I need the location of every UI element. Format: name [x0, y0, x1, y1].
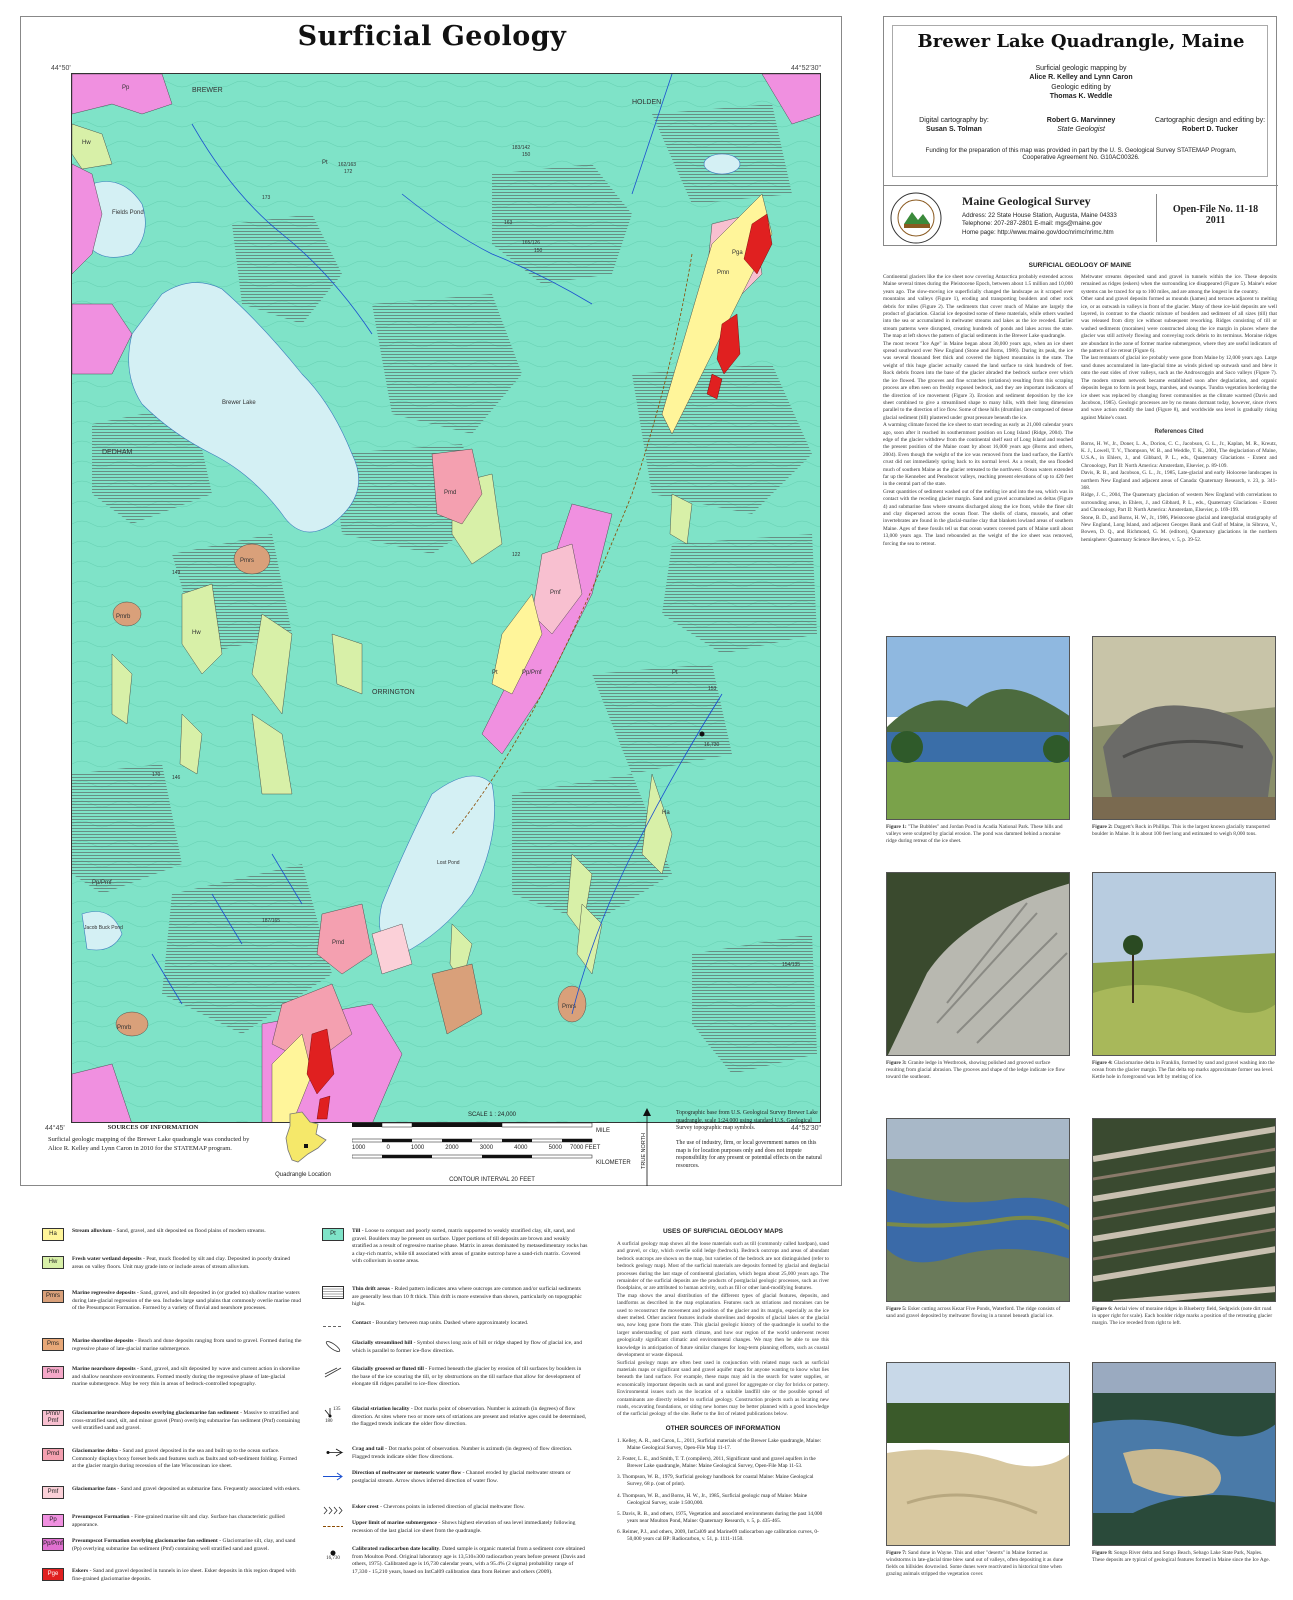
- town-label: ORRINGTON: [372, 689, 415, 696]
- caption-lead: Figure 6:: [1092, 1306, 1113, 1312]
- essay-title: SURFICIAL GEOLOGY OF MAINE: [1028, 262, 1132, 269]
- caption-text: Glaciomarine delta in Franklin, formed by sand and gravel washing into the ocean from the glacier margin. The flat delta top marks approximate former sea level. Kettle hole in foreground was left by melting of ice.: [1092, 1060, 1275, 1081]
- legend-desc: - Symbol shows long axis of hill or ridge shaped by flow of glacial ice, and which is parallel to former ice-flow direction.: [352, 1340, 582, 1354]
- caption-lead: Figure 1:: [886, 824, 907, 830]
- caption-figure-6: [1092, 1306, 1276, 1327]
- sources-text: Surficial geologic mapping of the Brewer Lake quadrangle was conducted by Alice R. Kelley and Lynn Caron in 2010 for the STATEMAP program.: [48, 1136, 250, 1152]
- legend-desc: - Shows highest elevation of sea level immediately following recession of the last glacial ice sheet from the quadrangle.: [352, 1520, 576, 1534]
- legend-title: Calibrated radiocarbon date locality: [352, 1546, 440, 1552]
- references-heading: References Cited: [1154, 429, 1204, 436]
- caption-lead: Figure 8:: [1092, 1550, 1113, 1556]
- unit-label: Pmf: [550, 590, 561, 596]
- striation-label: 173: [262, 195, 271, 201]
- legend-title: Glaciomarine nearshore deposits overlying glaciomarine fan sediment: [72, 1410, 239, 1416]
- legend-item: [72, 1448, 302, 1471]
- unit-label: Pt: [322, 160, 328, 166]
- agency-address: Address: 22 State House Station, Augusta, Maine 04333: [962, 212, 1117, 219]
- editing-label: Geologic editing by: [1051, 84, 1111, 91]
- striation-label: 122: [512, 552, 521, 558]
- scale-km-label: KILOMETER: [596, 1160, 631, 1166]
- caption-figure-8: [1092, 1550, 1276, 1564]
- streamlined-hill-icon: [322, 1340, 344, 1353]
- other-source-item: 3. Thompson, W. B., 1979, Surficial geology handbook for coastal Maine: Maine Geological Survey, 68 p. (out of print).: [617, 1474, 814, 1488]
- topographic-base-note: Topographic base from U.S. Geological Survey Brewer Lake quadrangle, scale 1:24,000 using standard U.S. Geological Survey topographic map symbols. The use of industry, firm, or local government names on this map is for location purposes only and does not impute responsibility for any present or potential effects on the natural resources.: [676, 1110, 822, 1169]
- uses-text: A surficial geology map shows all the loose materials such as till (commonly called hardpan), sand and gravel, or clay, which overlie solid ledge (bedrock). Bedrock outcrops and areas of abundant bedrock outcrops are shown on the map, but varieties of the bedrock are not distinguished (refer to bedrock geology map). Most of the surficial materials are deposits formed by glacial and deglacial processes during the last stage of continental glaciation, which began about 25,000 years ago. The remainder of the surficial deposits are the products of postglacial geologic processes, such as river floodplains, or are attributed to human activity, such as fill or other land-modifying features. The map shows the areal distribution of the different types of glacial features, deposits, and landforms as described in the map explanation. Features such as striations and moraines can be used to reconstruct the movement and position of the glacier and its margin, especially as the ice sheet melted. Other ancient features include shorelines and deposits of glacial lakes or the glacial sea, now long gone from the state. This glacial geologic history of the quadrangle is useful to the larger understanding of past earth climate, and how our region of the world underwent recent geologically significant climatic and environmental changes. We may then be able to use this knowledge in anticipation of future similar changes for long-term planning efforts, such as coastal development or waste disposal. Surficial geology maps are often best used in conjunction with related maps such as surficial materials maps or significant sand and gravel aquifer maps for anyone wanting to know what lies beneath the land surface. For example, these maps may aid in the search for water supplies, or economically important deposits such as sand and gravel for aggregate or clay for bricks or pottery. Environmental issues such as the location of a suitable landfill site or the possible spread of contaminants are directly related to surficial geology. Construction projects such as locating new roads, excavating foundations, or siting new homes may be better planned with a good knowledge of the surficial geology of the site. Refer to the list of related publications below.: [617, 1241, 829, 1418]
- caption-figure-5: [886, 1306, 1070, 1320]
- legend-item: [352, 1470, 588, 1485]
- design-label: Cartographic design and editing by:: [1154, 117, 1266, 124]
- funding-note: Funding for the preparation of this map was provided in part by the U. S. Geological Survey STATEMAP Program, Cooperative Agreement No. G10AC00326.: [925, 147, 1237, 161]
- photo-figure-7: [886, 1362, 1070, 1546]
- radiocarbon-locality-icon: [322, 1546, 344, 1566]
- unit-label: Pt: [672, 670, 678, 676]
- references-text: Borns, H. W., Jr., Doner, L. A., Dorion, C. C., Jacobson, G. L., Jr., Kaplan, M. R., Kreutz, K. J., Lowell, T. V., Thompson, W. B., and Weddle, T. K., 2004, The deglaciation of Maine, U.S.A., in Ehlers, J., and Gibbard, P. L., eds., Quaternary Glaciations - Extent and Chronology, Part II: North America: Amsterdam, Elsevier, p. 89-109. Davis, R. B., and Jacobson, G. L., Jr., 1985, Late-glacial and early Holocene landscapes in northern New England and adjacent areas of Canada: Quaternary Research, v. 23, p. 341-368. Ridge, J. C., 2004, The Quaternary glaciation of western New England with correlations to surrounding areas, in Ehlers, J., and Gibbard, P. L., eds., Quaternary Glaciations - Extent and Chronology, Part II: North America: Amsterdam, Elsevier, p. 169-199. Stone, B. D., and Borns, H. W., Jr., 1986, Pleistocene glacial and interglacial stratigraphy of New England, Long Island, and adjacent Georges Bank and Gulf of Maine, in Sibrava, V., Bowen, D. Q., and Richmond, G. M. (editors), Quaternary glaciations in the northern hemisphere: Quaternary Science Reviews, v. 5, p. 39-52.: [1081, 440, 1277, 543]
- legend-swatch: Pge: [42, 1568, 64, 1581]
- legend-desc: - Beach and dune deposits ranging from sand to gravel. Formed during the regressive phase of late-glacial marine submergence.: [72, 1338, 302, 1352]
- striation-label: 170: [152, 772, 161, 778]
- caption-lead: Figure 2:: [1092, 824, 1113, 830]
- water-flow-arrow-icon: [322, 1470, 344, 1483]
- caption-text: Granite ledge in Westbrook, showing polished and grooved surface resulting from glacial abrasion. The grooves and shape of the ledge indicate ice flow toward the southeast.: [886, 1060, 1066, 1081]
- north-label: TRUE NORTH: [640, 1133, 647, 1169]
- caption-lead: Figure 5:: [886, 1306, 907, 1312]
- legend-title: Upper limit of marine submergence: [352, 1520, 438, 1526]
- legend-title: Till: [352, 1228, 361, 1234]
- uses-section: [617, 1228, 829, 1547]
- scale-feet-ticks: [352, 1145, 562, 1151]
- scale-tick: 2000: [445, 1145, 459, 1151]
- scale-bar-graphic: [352, 1121, 632, 1165]
- geologic-map[interactable]: [71, 73, 821, 1123]
- legend-title: Marine regressive deposits: [72, 1290, 136, 1296]
- other-source-item: 6. Reimer, P.J., and others, 2009, IntCal09 and Marine09 radiocarbon age calibration curves, 0-50,000 years cal BP: Radiocarbon, v. 51, p. 1111-1150.: [617, 1529, 819, 1543]
- quadrangle-title: Brewer Lake Quadrangle, Maine: [917, 31, 1245, 52]
- unit-label: Pp/Pmf: [92, 880, 112, 886]
- legend-swatch: Pp/Pmf: [42, 1538, 64, 1551]
- fluted-till-icon: [322, 1366, 344, 1379]
- corner-coordinate: 44°50': [51, 65, 71, 72]
- design-name: Robert D. Tucker: [1182, 126, 1238, 133]
- corner-coordinate: 44°52'30": [791, 65, 821, 72]
- corner-coordinate: 44°45': [45, 1125, 65, 1132]
- marine-limit-icon: [322, 1520, 344, 1533]
- legend-item: [72, 1568, 302, 1583]
- legend-title: Crag and tail: [352, 1446, 384, 1452]
- maine-conservation-logo-icon: [890, 192, 942, 244]
- legend-title: Direction of meltwater or meteoric water flow: [352, 1470, 462, 1476]
- caption-lead: Figure 4:: [1092, 1060, 1113, 1066]
- essay-left-column: Continental glaciers like the ice sheet now covering Antarctica probably extended across Maine several times during the Pleistocene Epoch, between about 1.5 million and 10,000 years ago. The slow-moving ice superficially changed the landscape as it scraped over mountains and valleys (Figure 1), eroding and transporting boulders and other rock debris for miles (Figure 2). The sediments that cover much of Maine are largely the product of glaciation. Glacial ice deposited some of these materials, while others washed into the sea or accumulated in meltwater streams and lakes as the ice receded. Earlier stream patterns were disrupted, creating hundreds of ponds and lakes across the state. The map at left shows the pattern of glacial sediments in the Brewer Lake quadrangle. The most recent "Ice Age" in Maine began about 30,000 years ago, when an ice sheet spread southward over New England (Stone and Borns, 1986). During its peak, the ice was several thousand feet thick and covered the highest mountains in the state. The weight of this huge glacier actually caused the land surface to sink hundreds of feet. Rock debris frozen into the base of the glacier abraded the bedrock surface over which the ice flowed. The grooves and fine scratches (striations) resulting from this scraping process are often seen on freshly exposed bedrock, and they are important indicators of the direction of ice movement (Figure 3). Erosion and sediment deposition by the ice sheet combined to give a streamlined shape to many hills, with their long dimension parallel to the direction of ice flow. Some of these hills (drumlins) are composed of dense glacial sediment (till) plastered under great pressure beneath the ice. A warming climate forced the ice sheet to start receding as early as 21,000 calendar years ago, soon after it reached its southernmost position on Long Island (Ridge, 2004). The edge of the glacier withdrew from the continental shelf east of Long Island and reached the present position of the Maine coast by about 16,000 years ago (Borns and others, 2004). Even though the weight of the ice was removed from the land surface, the Earth's crust did not immediately spring back to its normal level. As a result, the sea flooded much of southern Maine as the glacier retreated to the northwest. Ocean waters extended far up the Kennebec and Penobscot valleys, reaching present elevations of up to 420 feet in the central part of the state. Great quantities of sediment washed out of the melting ice and into the sea, which was in contact with the receding glacier margin. Sand and gravel accumulated as deltas (Figure 4) and submarine fans where streams discharged along the ice front, while the finer silt and clay dispersed across the ocean floor. The shells of clams, mussels, and other invertebrates are found in the glacial-marine clay that blankets lowland areas of southern Maine. Ages of these fossils tell us that ocean waters covered parts of Maine until about 13,000 years ago. The land rebounded as the weight of the ice sheet was removed, forcing the sea to retreat.: [883, 274, 1073, 547]
- legend-swatch: Pt: [322, 1228, 344, 1241]
- north-arrow-icon: [640, 1108, 654, 1188]
- legend-item: [72, 1538, 302, 1553]
- legend-desc: - Sand, gravel, and silt deposited by wave and current action in shoreline and shallow nearshore environments. Formed mostly during the regressive phase of late-glacial marine submergence. May be very thin in areas of bedrock-controlled topography.: [72, 1366, 300, 1388]
- title-block: [883, 16, 1277, 246]
- caption-lead: Figure 7:: [886, 1550, 907, 1556]
- open-file-number: Open-File No. 11-18: [1172, 204, 1259, 215]
- sources-heading: SOURCES OF INFORMATION: [107, 1124, 199, 1131]
- photo-figure-1: [886, 636, 1070, 820]
- other-source-item: 2. Foster, L. E., and Smith, T. T. (compilers), 2011, Significant sand and gravel aquifers in the Brewer Lake quadrangle, Maine: Maine Geological Survey, Open-File Map 11-53.: [617, 1456, 816, 1470]
- legend-desc: - Peat, muck flooded by silt and clay. Deposited in poorly drained areas on valley floors. Unit may grade into or include areas of stream alluvium.: [72, 1256, 291, 1270]
- quadrangle-location: [268, 1110, 338, 1178]
- unit-label: Pmd: [332, 940, 345, 946]
- legend-title: Marine nearshore deposits: [72, 1366, 136, 1372]
- legend-item: [352, 1446, 588, 1461]
- unit-label: Pp/Pmf: [522, 670, 542, 676]
- photo-figure-8: [1092, 1362, 1276, 1546]
- unit-label: Pmrb: [117, 1025, 132, 1031]
- striation-label: 163: [504, 220, 513, 226]
- editing-name: Thomas K. Weddle: [1049, 93, 1113, 100]
- geologist-name: Robert G. Marvinney: [1046, 117, 1116, 124]
- caption-text: "The Bubbles" and Jordan Pond in Acadia National Park. These hills and valleys were sculpted by glacial erosion. The pond was dammed behind a moraine ridge during retreat of the ice sheet.: [886, 824, 1063, 845]
- legend-item: [352, 1520, 588, 1535]
- unit-label: Hw: [82, 140, 91, 146]
- legend-title: Marine shoreline deposits: [72, 1338, 134, 1344]
- legend-item: [352, 1228, 588, 1266]
- sources-of-information: [48, 1124, 258, 1153]
- legend-title: Presumpscot Formation overlying glaciomarine fan sediment: [72, 1538, 218, 1544]
- scale-tick: 0: [386, 1145, 390, 1151]
- unit-label: Pmn: [717, 270, 730, 276]
- water-label: Brewer Lake: [222, 400, 256, 406]
- legend-item: [352, 1406, 588, 1429]
- other-source-item: 4. Thompson, W. B., and Borns, H. W., Jr., 1985, Surficial geologic map of Maine: Maine Geological Survey, scale 1:500,000.: [617, 1492, 808, 1506]
- caption-text: Daggett's Rock in Phillips. This is the largest known glacially transported boulder in Maine. It is about 100 feet long and estimated to weigh 8,000 tons.: [1092, 824, 1270, 838]
- legend-title: Fresh water wetland deposits: [72, 1256, 142, 1262]
- caption-figure-4: [1092, 1060, 1276, 1081]
- photo-figure-3: [886, 872, 1070, 1056]
- caption-lead: Figure 3:: [886, 1060, 907, 1066]
- unit-label: Pmrs: [562, 1004, 576, 1010]
- legend-swatch: Pp: [42, 1514, 64, 1527]
- striation-label: 162/163: [338, 162, 357, 168]
- legend-desc: - Sand, gravel, and silt deposited in (or graded to) shallow marine waters during late-glacial regression of the sea. Includes large sand plains that commonly overlie marine mud of the Presumpscot Formation. Formed by a variety of fluvial and nearshore processes.: [72, 1290, 302, 1312]
- scale-title: SCALE 1 : 24,000: [467, 1112, 517, 1118]
- legend-item: [72, 1290, 302, 1313]
- legend-swatch: Ha: [42, 1228, 64, 1241]
- legend-swatch: Hw: [42, 1256, 64, 1269]
- legend-title: Stream alluvium: [72, 1228, 112, 1234]
- unit-label: Hw: [192, 630, 201, 636]
- photo-figure-4: [1092, 872, 1276, 1056]
- town-label: DEDHAM: [102, 449, 133, 456]
- open-file-year: 2011: [1205, 215, 1226, 226]
- caption-figure-2: [1092, 824, 1276, 838]
- caption-text: Aerial view of moraine ridges in Blueberry field, Sedgwick (note dirt road in upper right for scale). Each boulder ridge marks a position of the retreating glacier margin. The ice receded from right to left.: [1092, 1306, 1273, 1327]
- legend-title: Contact: [352, 1320, 371, 1326]
- legend-swatch: Pmf: [42, 1486, 64, 1499]
- legend-desc: - Ruled pattern indicates area where outcrops are common and/or surficial sediments are generally less than 10 ft thick. Thin drift is more extensive than shown, particularly on topographic highs.: [352, 1286, 582, 1308]
- legend-title: Glacially grooved or fluted till: [352, 1366, 424, 1372]
- mapping-label: Surficial geologic mapping by: [1035, 65, 1127, 72]
- legend-item: [352, 1546, 588, 1576]
- digital-name: Susan S. Tolman: [926, 126, 982, 133]
- uses-title: USES OF SURFICIAL GEOLOGY MAPS: [662, 1228, 784, 1235]
- striation-label: 183/142: [512, 145, 531, 151]
- water-label: Fields Pond: [112, 210, 144, 216]
- geologic-map-svg: [72, 74, 821, 1123]
- other-source-item: 1. Kelley, A. R., and Caron, L., 2011, Surficial materials of the Brewer Lake quadrangle, Maine: Maine Geological Survey, Open-File Map 11-17.: [617, 1437, 822, 1451]
- legend-title: Glaciomarine fans: [72, 1486, 116, 1492]
- unit-label: Pmd: [444, 490, 457, 496]
- legend-item: [352, 1286, 588, 1309]
- legend-swatch: Pmn/ Pmf: [42, 1410, 64, 1426]
- legend-desc: - Dot marks point of observation. Number is azimuth (in degrees) of flow direction. Flagged trends indicate older flow directions.: [352, 1446, 573, 1460]
- legend-swatch: Pmd: [42, 1448, 64, 1461]
- scale-tick: 3000: [479, 1145, 494, 1151]
- legend-item: [352, 1320, 588, 1328]
- other-sources-title: OTHER SOURCES OF INFORMATION: [665, 1424, 781, 1432]
- striation-azimuth: 180: [325, 1419, 333, 1424]
- striation-label: 154/135: [782, 962, 801, 968]
- striation-locality-icon: [322, 1406, 344, 1430]
- legend-title: Glacially streamlined hill: [352, 1340, 413, 1346]
- scale-mile-label: MILE: [596, 1128, 611, 1134]
- legend-item: [72, 1410, 302, 1433]
- legend-item: [72, 1486, 302, 1494]
- corner-coordinate: 44°52'30": [791, 1125, 821, 1132]
- caption-text: Esker cutting across Kezar Five Ponds, Waterford. The ridge consists of sand and gravel deposited by meltwater flowing in a tunnel beneath glacial ice.: [886, 1306, 1061, 1320]
- legend-desc: - Sand and gravel deposited in tunnels in ice sheet. Esker deposits in this region draped with fine-grained glaciomarine deposits.: [72, 1568, 296, 1582]
- unit-label: Pga: [732, 250, 743, 256]
- legend-item: [72, 1256, 302, 1271]
- water-label: Jacob Buck Pond: [84, 925, 123, 931]
- striation-label: 187/165: [262, 918, 281, 924]
- agency-homepage[interactable]: Home page: http://www.maine.gov/doc/nrimc/nrimc.htm: [962, 228, 1114, 236]
- striation-label: 153: [708, 686, 717, 692]
- ne-pond: [704, 154, 740, 174]
- legend-desc: - Sand and gravel deposited as submarine fans. Frequently associated with eskers.: [115, 1486, 301, 1492]
- legend-desc: . Dated sample is organic material from a sediment core obtained from Moulton Pond. Original laboratory age is 13,510±300 radiocarbon years before present (Davis and others, 1975). Calibrated age is 16,730 calendar years, with a 95.4% (2 sigma) probability range of 17,330 - 15,210 years, based on IntCal09 calibration data from Reimer and others (2009).: [352, 1546, 586, 1575]
- legend-item: [352, 1340, 588, 1355]
- legend-title: Thin drift areas: [352, 1286, 390, 1292]
- striation-label: 150: [534, 248, 543, 254]
- legend-item: [352, 1366, 588, 1389]
- geologist-title: State Geologist: [1057, 126, 1105, 133]
- legend-desc: - Dot marks point of observation. Number is azimuth (in degrees) of flow direction. At sites where two or more sets of striations are present and relative ages could be determined, the flagged trends indicate the older flow direction.: [352, 1406, 587, 1428]
- legend-desc: - Fine-grained marine silt and clay. Surface has characteristic gullied appearance.: [72, 1514, 285, 1528]
- legend-desc: - Sand, gravel, and silt deposited on flood plains of modern streams.: [111, 1228, 266, 1234]
- legend-desc: - Formed beneath the glacier by erosion of till surfaces by boulders in the base of the ice scouring the till, or by obstructions on the till surface that allow for development of elongate till ridges parallel to ice-flow direction.: [352, 1366, 582, 1388]
- legend-desc: - Loose to compact and poorly sorted, matrix supported to weakly stratified clay, silt, sand, and gravel. Boulders may be present on surface. Upper portions of till deposits are brown and weakly stratified as a result of regressive marine phase. Matrix in areas dominated by metasedimentary rocks has a clay-rich matrix, while till associated with areas of granite outcrop have a sand-rich matrix. Covered with colluvium in some areas.: [352, 1228, 588, 1265]
- caption-figure-1: [886, 824, 1070, 845]
- agency-bar: [884, 185, 1278, 247]
- striation-label: 150: [522, 152, 531, 158]
- striation-label: 165/126: [522, 240, 541, 246]
- photo-figure-6: [1092, 1118, 1276, 1302]
- quadrangle-location-label: Quadrangle Location: [275, 1172, 331, 1178]
- unit-label: Pmrb: [116, 614, 131, 620]
- caption-figure-7: [886, 1550, 1070, 1579]
- open-file-block: [1156, 194, 1274, 242]
- photo-figure-2: [1092, 636, 1276, 820]
- contour-interval: CONTOUR INTERVAL 20 FEET: [449, 1177, 535, 1183]
- agency-phone: Telephone: 207-287-2801 E-mail: mgs@maine.gov: [962, 220, 1102, 228]
- legend-title: Esker crest: [352, 1504, 379, 1510]
- essay-right-text: Meltwater streams deposited sand and gravel in tunnels within the ice. These deposits remained as ridges (eskers) when the surrounding ice disappeared (Figure 5). Maine's esker systems can be traced for up to 100 miles, and are among the longest in the country. Other sand and gravel deposits formed as mounds (kames) and terraces adjacent to melting ice, or as outwash in valleys in front of the glacier. Many of these ice-laid deposits are well layered, in contrast to the chaotic mixture of boulders and sediment of all sizes (till) that was released from dirty ice without subsequent reworking. Ridges consisting of till or washed sediments (moraines) were constructed along the ice margin in places where the glacier was still actively flowing and conveying rock debris to its terminus. Moraine ridges are abundant in the zone of former marine submergence, where they are useful indicators of the pattern of ice retreat (Figure 6). The last remnants of glacial ice probably were gone from Maine by 12,000 years ago. Large sand dunes accumulated in late-glacial time as winds picked up outwash sand and blew it onto the east sides of river valleys, such as the Androscoggin and Saco valleys (Figure 7). The modern stream network became established soon after deglaciation, and organic deposits began to form in peat bogs, marshes, and swamps. Tundra vegetation bordering the ice sheet was replaced by changing forest communities as the climate warmed (Davis and Jacobson, 1985). Geologic processes are by no means dormant today, however, since rivers and wave action modify the land (Figure 8), and worldwide sea level is gradually rising against Maine's coast.: [1081, 274, 1277, 421]
- legend-swatch: Pms: [42, 1338, 64, 1351]
- legend-swatch: Pmn: [42, 1366, 64, 1379]
- striation-label: 16,730: [704, 742, 720, 748]
- scale-feet-label: 7000 FEET: [570, 1145, 601, 1151]
- striation-label: 149: [172, 570, 181, 576]
- scale-tick: 5000: [548, 1145, 562, 1151]
- striation-label: 146: [172, 775, 181, 781]
- contact-line-icon: [322, 1320, 344, 1333]
- legend-item: [72, 1366, 302, 1389]
- striation-label: 172: [344, 169, 353, 175]
- thin-drift-swatch: [322, 1286, 344, 1299]
- legend-title: Glacial striation locality: [352, 1406, 410, 1412]
- scale-tick: 1000: [410, 1145, 425, 1151]
- legend-desc: - Channel eroded by glacial meltwater stream or postglacial stream. Arrow shows inferred direction of water flow.: [352, 1470, 571, 1484]
- water-label: Lost Pond: [437, 860, 460, 866]
- legend-item: [72, 1228, 302, 1236]
- unit-label: Pmrs: [240, 558, 254, 564]
- scale-tick: 4000: [514, 1145, 528, 1151]
- legend-item: [72, 1514, 302, 1529]
- other-source-item: 5. Davis, R. B., and others, 1975, Vegetation and associated environments during the past 14,000 years near Moulton Pond, Maine: Quaternary Research, v. 5, p. 435-465.: [617, 1510, 823, 1525]
- essay-right-column: [1081, 274, 1277, 544]
- unit-label: Pp: [122, 85, 130, 91]
- unit-label: Ha: [662, 810, 670, 816]
- legend-item: [72, 1338, 302, 1353]
- scale-tick: 1000: [352, 1145, 366, 1151]
- legend-item: [352, 1504, 588, 1512]
- legend-title: Glaciomarine delta: [72, 1448, 118, 1454]
- legend-desc: - Sand and gravel deposited in the sea and built up to the ocean surface. Commonly displays boxy foreset beds and features such as faults and soft-sediment folding. Formed at the glacier margin during recession of the late Wisconsinan ice sheet.: [72, 1448, 297, 1470]
- mapping-names: Alice R. Kelley and Lynn Caron: [1029, 74, 1133, 81]
- crag-and-tail-icon: [322, 1446, 344, 1459]
- legend-title: Eskers: [72, 1568, 89, 1574]
- caption-text: Songo River delta and Songo Beach, Sebago Lake State Park, Naples. These deposits are typical of geological features formed in Maine since the Ice Age.: [1092, 1550, 1270, 1564]
- legend-desc: - Massive to stratified and cross-stratified sand, silt, and minor gravel (Pmn) overlying submarine fan sediment (Pmf) containing well stratified sand and gravel.: [72, 1410, 301, 1432]
- map-title: Surficial Geology: [297, 21, 567, 52]
- maine-outline-icon: [268, 1110, 338, 1170]
- caption-figure-3: [886, 1060, 1070, 1081]
- legend-desc: - Boundary between map units. Dashed where approximately located.: [370, 1320, 529, 1326]
- digital-label: Digital cartography by:: [919, 117, 989, 124]
- radiocarbon-age: 16,730: [326, 1556, 340, 1561]
- legend-desc: - Glaciomarine silt, clay, and sand (Pp) overlying submarine fan sediment (Pmf) containing well stratified sand and gravel.: [72, 1538, 296, 1552]
- town-label: HOLDEN: [632, 99, 662, 106]
- legend-desc: - Chevrons points in inferred direction of glacial meltwater flow.: [378, 1504, 525, 1510]
- town-label: BREWER: [192, 87, 223, 94]
- esker-crest-icon: [322, 1504, 344, 1517]
- scale-bar: [352, 1112, 632, 1183]
- legend-title: Presumpscot Formation: [72, 1514, 130, 1520]
- agency-name: Maine Geological Survey: [962, 194, 1091, 208]
- agency-contact: [962, 212, 1117, 237]
- photo-figure-5: [886, 1118, 1070, 1302]
- unit-label: Pt: [492, 670, 498, 676]
- striation-azimuth: 135: [333, 1407, 341, 1412]
- map-panel: [20, 16, 842, 1186]
- legend-swatch: Pmrs: [42, 1290, 64, 1303]
- radiocarbon-locality: [700, 732, 705, 737]
- caption-text: Sand dune in Wayne. This and other "deserts" in Maine formed as windstorms in late-glacial time blew sand out of valleys, often depositing it as dune fields on hillsides downwind. Some dunes were reactivated in historical time when grazing animals stripped the vegetation cover.: [886, 1550, 1064, 1578]
